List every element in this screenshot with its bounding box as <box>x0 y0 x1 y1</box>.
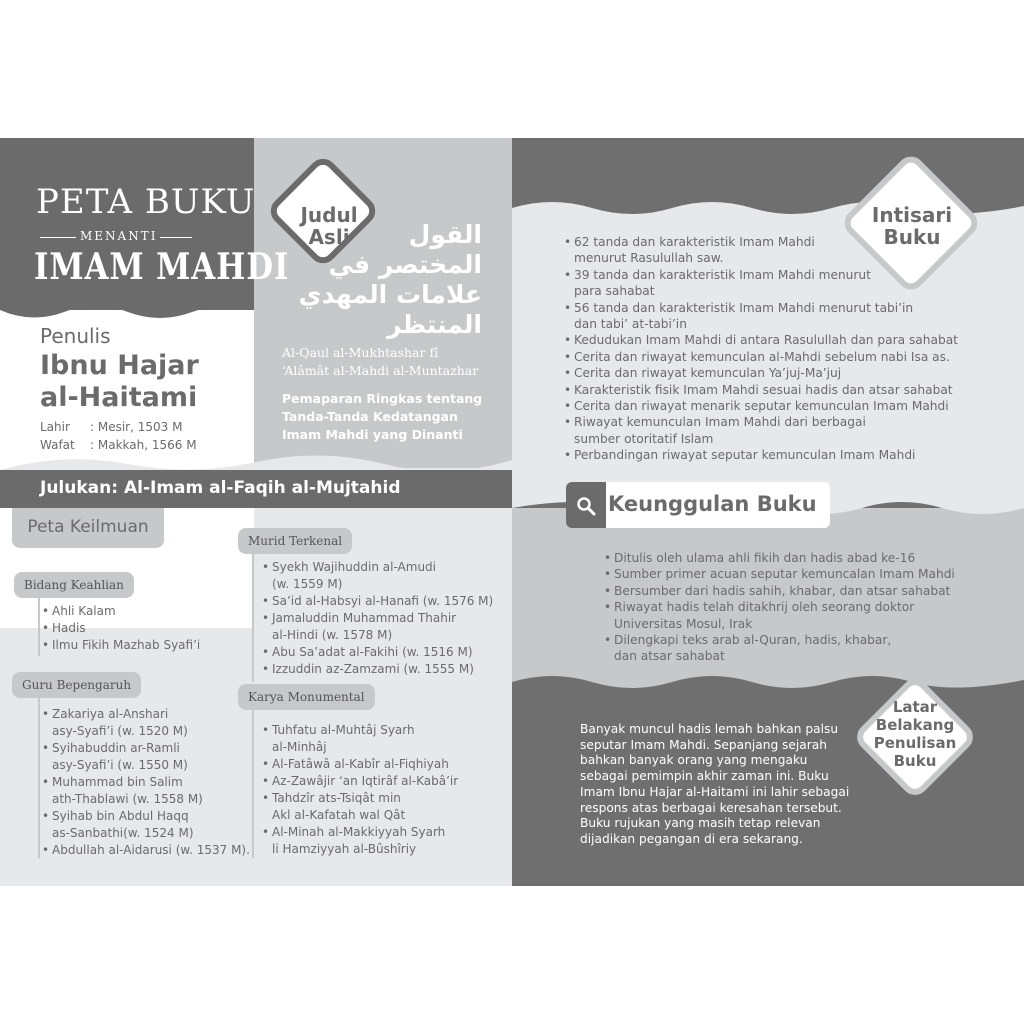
bidang-list <box>42 603 232 654</box>
right-page <box>512 138 1024 886</box>
list-item: • Sa’id al-Habsyi al-Hanafi (w. 1576 M) <box>262 593 502 610</box>
list-item: • Karakteristik fisik Imam Mahdi sesuai hadis dan atsar sahabat <box>564 382 964 398</box>
died-value: : Makkah, 1566 M <box>90 438 197 452</box>
latar-line: Buku rujukan yang masih tetap relevan <box>580 816 821 831</box>
intisari-badge-line: Intisari <box>871 203 953 227</box>
author-name-line: al-Haitami <box>40 382 198 413</box>
arabic-title <box>282 220 482 340</box>
list-item: • Dilengkapi teks arab al-Quran, hadis, khabar, dan atsar sahabat <box>604 632 984 665</box>
list-item: • Tahdzîr ats-Tsiqât min Akl al-Kafatah wal Qât <box>262 790 502 824</box>
translit-line: Al-Qaul al-Mukhtashar fî <box>282 345 439 360</box>
indo-title-line: Pemaparan Ringkas tentang <box>282 391 483 406</box>
list-item: • Ahli Kalam <box>42 603 232 620</box>
peta-keilmuan-header <box>12 508 164 548</box>
indonesian-title <box>282 390 482 444</box>
list-item: • Hadis <box>42 620 232 637</box>
tree-line <box>252 542 254 682</box>
divider <box>160 237 192 238</box>
list-item: • Zakariya al-Anshari asy-Syafi’i (w. 1520 M) <box>42 706 252 740</box>
guru-list <box>42 706 252 859</box>
list-item: • 62 tanda dan karakteristik Imam Mahdi menurut Rasulullah saw. <box>564 234 964 267</box>
keunggulan-title: Keunggulan Buku <box>608 492 817 516</box>
latar-line: respons atas berbagai keresahan tersebut. <box>580 800 842 815</box>
latar-line: dijadikan pegangan di era sekarang. <box>580 831 803 846</box>
keunggulan-list <box>604 550 984 665</box>
karya-label: Karya Monumental <box>238 684 375 710</box>
died-label: Wafat <box>40 438 75 452</box>
indo-title-line: Tanda-Tanda Kedatangan <box>282 409 458 424</box>
intisari-badge-line: Buku <box>883 225 941 249</box>
author-label: Penulis <box>40 324 111 348</box>
cover-title-main: IMAM MAHDI <box>34 246 290 288</box>
latar-paragraph <box>580 722 850 848</box>
list-item: • Al-Fatâwâ al-Kabîr al-Fiqhiyah <box>262 756 502 773</box>
search-icon <box>576 496 596 516</box>
arabic-line: علامات المهدي <box>298 280 482 309</box>
list-item: • Al-Minah al-Makkiyyah Syarh li Hamziyyah al-Bûshîriy <box>262 824 502 858</box>
translit-line: ‘Alâmât al-Mahdi al-Muntazhar <box>282 363 479 378</box>
latar-line: seputar Imam Mahdi. Sepanjang sejarah <box>580 737 827 752</box>
list-item: • 56 tanda dan karakteristik Imam Mahdi menurut tabi’in dan tabi’ at-tabi’in <box>564 300 964 333</box>
left-page <box>0 138 512 886</box>
title-band-wave <box>0 298 254 326</box>
cover-title-small: MENANTI <box>80 229 158 243</box>
list-item: • Syihabuddin ar-Ramli asy-Syafi’i (w. 1550 M) <box>42 740 252 774</box>
list-item: • Cerita dan riwayat menarik seputar kemunculan Imam Mahdi <box>564 398 964 414</box>
intisari-list <box>564 234 964 464</box>
list-item: • Ditulis oleh ulama ahli fikih dan hadis abad ke-16 <box>604 550 984 566</box>
tree-line <box>38 686 40 858</box>
list-item: • Tuhfatu al-Muhtâj Syarh al-Minhâj <box>262 722 502 756</box>
list-item: • Jamaluddin Muhammad Thahir al-Hindi (w. 1578 M) <box>262 610 502 644</box>
born-label: Lahir <box>40 420 70 434</box>
list-item: • Syekh Wajihuddin al-Amudi (w. 1559 M) <box>262 559 502 593</box>
list-item: • Kedudukan Imam Mahdi di antara Rasulullah dan para sahabat <box>564 332 964 348</box>
latar-line: bahkan banyak orang yang mengaku <box>580 753 808 768</box>
list-item: • Riwayat kemunculan Imam Mahdi dari berbagai sumber otoritatif Islam <box>564 414 964 447</box>
list-item: • Bersumber dari hadis sahih, khabar, dan atsar sahabat <box>604 583 984 599</box>
judul-badge-line: Judul <box>300 203 358 227</box>
cover-title-top: PETA BUKU <box>36 182 256 222</box>
list-item: • Cerita dan riwayat kemunculan al-Mahdi sebelum nabi Isa as. <box>564 349 964 365</box>
latar-badge-line: Buku <box>893 752 937 770</box>
arabic-line: المختصر في <box>328 250 482 279</box>
divider <box>40 237 76 238</box>
transliterated-title <box>282 344 478 380</box>
karya-list <box>262 722 502 858</box>
list-item: • Ilmu Fikih Mazhab Syafi’i <box>42 637 232 654</box>
arabic-line: المنتظر <box>386 310 482 339</box>
list-item: • Cerita dan riwayat kemunculan Ya’juj-Ma’juj <box>564 365 964 381</box>
list-item: • Perbandingan riwayat seputar kemunculan Imam Mahdi <box>564 447 964 463</box>
list-item: • Muhammad bin Salim ath-Thablawi (w. 1558 M) <box>42 774 252 808</box>
latar-line: Imam Ibnu Hajar al-Haitami ini lahir sebagai <box>580 784 850 799</box>
guru-label: Guru Bepengaruh <box>12 672 141 698</box>
julukan-text: Julukan: Al-Imam al-Faqih al-Mujtahid <box>40 478 401 498</box>
list-item: • Sumber primer acuan seputar kemuncalan Imam Mahdi <box>604 566 984 582</box>
latar-line: sebagai pemimpin akhir zaman ini. Buku <box>580 769 829 784</box>
list-item: • 39 tanda dan karakteristik Imam Mahdi menurut para sahabat <box>564 267 964 300</box>
murid-list <box>262 559 502 678</box>
latar-badge-line: Belakang <box>875 716 955 734</box>
peta-keilmuan-title: Peta Keilmuan <box>27 517 149 537</box>
arabic-line: القول <box>408 220 482 249</box>
born-value: : Mesir, 1503 M <box>90 420 183 434</box>
list-item: • Abu Sa’adat al-Fakihi (w. 1516 M) <box>262 644 502 661</box>
latar-badge-line: Penulisan <box>873 734 957 752</box>
list-item: • Riwayat hadis telah ditakhrij oleh seorang doktor Universitas Mosul, Irak <box>604 599 984 632</box>
murid-label: Murid Terkenal <box>238 528 352 554</box>
author-name-line: Ibnu Hajar <box>40 350 199 381</box>
tree-line <box>252 698 254 858</box>
bidang-label: Bidang Keahlian <box>14 572 134 598</box>
latar-badge-line: Latar <box>892 698 938 716</box>
latar-badge-label <box>855 698 975 770</box>
list-item: • Az-Zawâjir ‘an Iqtirâf al-Kabâ’ir <box>262 773 502 790</box>
latar-line: Banyak muncul hadis lemah bahkan palsu <box>580 722 839 736</box>
author-name <box>40 350 199 414</box>
list-item: • Syihab bin Abdul Haqq as-Sanbathi(w. 1524 M) <box>42 808 252 842</box>
list-item: • Izzuddin az-Zamzami (w. 1555 M) <box>262 661 502 678</box>
indo-title-line: Imam Mahdi yang Dinanti <box>282 427 463 442</box>
list-item: • Abdullah al-Aidarusi (w. 1537 M). <box>42 842 252 859</box>
judul-badge-line: Asli <box>308 225 350 249</box>
